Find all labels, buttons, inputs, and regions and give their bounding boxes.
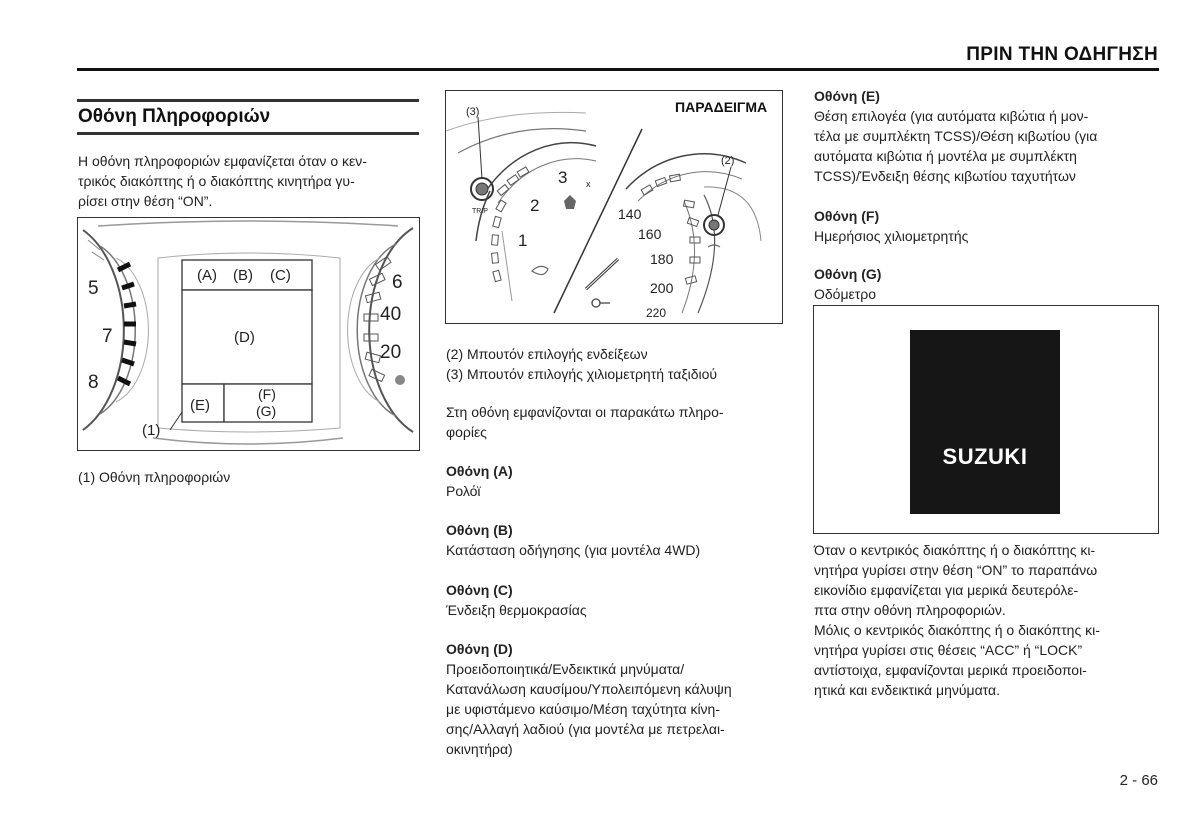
description-line: πτα στην οθόνη πληροφοριών. (814, 602, 1006, 618)
display-d-text: Προειδοποιητικά/Ενδεικτικά μηνύματα/ (446, 661, 685, 677)
left-gauge-number: 7 (102, 326, 113, 347)
callout-3: (3) (466, 106, 480, 118)
display-g-text: Οδόμετρο (814, 286, 877, 302)
page-header-title: ΠΡΙΝ ΤΗΝ ΟΔΗΓΗΣΗ (966, 44, 1158, 65)
left-gauge-number: 5 (88, 278, 99, 299)
speed-number: 180 (650, 251, 674, 267)
svg-text:x: x (586, 179, 591, 189)
display-d-text: Κατανάλωση καυσίμου/Υπολειπόμενη κάλυψη (446, 681, 732, 697)
description-line: αντίστοιχα, εμφανίζονται μερικά προειδοποι- (814, 662, 1087, 678)
display-label-c: (C) (270, 267, 291, 284)
logo-figure (813, 305, 1159, 534)
display-d-item (446, 639, 794, 759)
left-gauge-number: 8 (88, 372, 99, 393)
logo-description (814, 540, 1164, 700)
display-e-text: TCSS)/Ένδειξη θέσης κιβωτίου ταχυτήτων (814, 168, 1076, 184)
key-icon (592, 299, 600, 307)
page-number: 2 - 66 (1119, 772, 1158, 789)
info-display-figure (77, 217, 420, 451)
display-a-item (446, 461, 794, 501)
display-e-text: αυτόματα κιβώτια ή μοντέλα με συμπλέκτη (814, 148, 1077, 164)
info-display-diagram (78, 218, 418, 449)
display-c-text: Ένδειξη θερμοκρασίας (446, 602, 587, 618)
display-d-text: σης/Αλλαγή λαδιού (για μοντέλα με πετρελαι- (446, 721, 725, 737)
display-g-label: Οθόνη (G) (814, 266, 882, 282)
display-b-text: Κατάσταση οδήγησης (για μοντέλα 4WD) (446, 542, 701, 558)
display-a-label: Οθόνη (A) (446, 463, 513, 479)
display-label-b: (B) (233, 267, 253, 284)
figure1-caption: (1) Οθόνη πληροφοριών (78, 469, 231, 485)
buttons-diagram (446, 91, 781, 322)
svg-text:220: 220 (646, 306, 667, 320)
right-gauge-number: 40 (380, 304, 402, 325)
display-f-text: Ημερήσιος χιλιομετρητής (814, 228, 969, 244)
right-gauge-number: 20 (380, 342, 402, 363)
display-label-a: (A) (197, 267, 217, 284)
speed-number: 140 (618, 206, 642, 222)
section-title: Οθόνη Πληροφοριών (78, 106, 271, 127)
middle-intro-line: Στη οθόνη εμφανίζονται οι παρακάτω πληρο- (446, 404, 724, 420)
section-rule-bottom (77, 132, 419, 135)
trip-label: TRIP (472, 208, 488, 215)
suzuki-logo-text: SUZUKI (942, 444, 1028, 469)
display-c-item (446, 580, 794, 620)
display-f-label: Οθόνη (F) (814, 208, 880, 224)
left-intro-line: Η οθόνη πληροφοριών εμφανίζεται όταν ο κεν- (78, 153, 367, 169)
buttons-figure (445, 90, 783, 324)
display-label-e: (E) (190, 397, 210, 414)
display-b-label: Οθόνη (B) (446, 522, 513, 538)
display-label-f: (F) (258, 386, 276, 402)
middle-intro-line: φορίες (446, 424, 487, 440)
section-rule-top (77, 99, 419, 102)
tach-number: 2 (530, 196, 540, 215)
display-label-d: (D) (234, 329, 255, 346)
description-line: Όταν ο κεντρικός διακόπτης ή ο διακόπτης κι- (814, 542, 1096, 558)
left-intro-line: τρικός διακόπτης ή ο διακόπτης κινητήρα γυ- (78, 173, 355, 189)
figure2-caption: (3) Μπουτόν επιλογής χιλιομετρητή ταξιδιού (446, 366, 718, 382)
figure2-captions (446, 344, 791, 384)
header-rule (77, 68, 1159, 71)
left-intro (78, 151, 423, 211)
speed-number: 200 (650, 280, 674, 296)
callout-2: (2) (721, 155, 735, 167)
right-gauge-number: 6 (392, 272, 403, 293)
description-line: Μόλις ο κεντρικός διακόπτης ή ο διακόπτης κι- (814, 622, 1100, 638)
middle-intro (446, 402, 791, 442)
figure2-caption: (2) Μπουτόν επιλογής ενδείξεων (446, 346, 648, 362)
callout-1: (1) (142, 422, 161, 439)
description-line: ητικά και ενδεικτικά μηνύματα. (814, 682, 1000, 698)
display-b-item (446, 520, 794, 560)
display-d-text: οκινητήρα) (446, 741, 513, 757)
tach-number: 1 (518, 231, 528, 250)
display-e-text: Θέση επιλογέα (για αυτόματα κιβώτια ή μον- (814, 108, 1089, 124)
description-line: νητήρα γυρίσει στις θέσεις “ACC” ή “LOCK” (814, 642, 1083, 658)
suzuki-logo-panel (910, 330, 1060, 514)
display-label-g: (G) (256, 403, 277, 419)
tach-number: 3 (558, 168, 568, 187)
right-gauge-arc (369, 228, 413, 432)
display-a-text: Ρολόϊ (446, 483, 481, 499)
speed-number: 160 (638, 226, 662, 242)
display-c-label: Οθόνη (C) (446, 582, 513, 598)
display-g-item (814, 264, 1160, 304)
display-e-text: τέλα με συμπλέκτη TCSS)/Θέση κιβωτίου (για (814, 128, 1098, 144)
display-d-text: με υφιστάμενο καύσιμο/Μέση ταχύτητα κίνη- (446, 701, 721, 717)
display-e-label: Οθόνη (E) (814, 88, 880, 104)
description-line: εικονίδιο εμφανίζεται για μερικά δευτερόλε- (814, 582, 1079, 598)
warning-lamp-icon (564, 195, 576, 209)
description-line: νητήρα γυρίσει στην θέση “ON” το παραπάνω (814, 562, 1098, 578)
example-label: ΠΑΡΑΔΕΙΓΜΑ (675, 99, 768, 115)
fuel-lamp-icon (532, 266, 548, 274)
display-f-item (814, 206, 1160, 246)
display-e-item (814, 86, 1160, 186)
display-d-label: Οθόνη (D) (446, 641, 513, 657)
left-intro-line: ρίσει στην θέση “ON”. (78, 193, 213, 209)
